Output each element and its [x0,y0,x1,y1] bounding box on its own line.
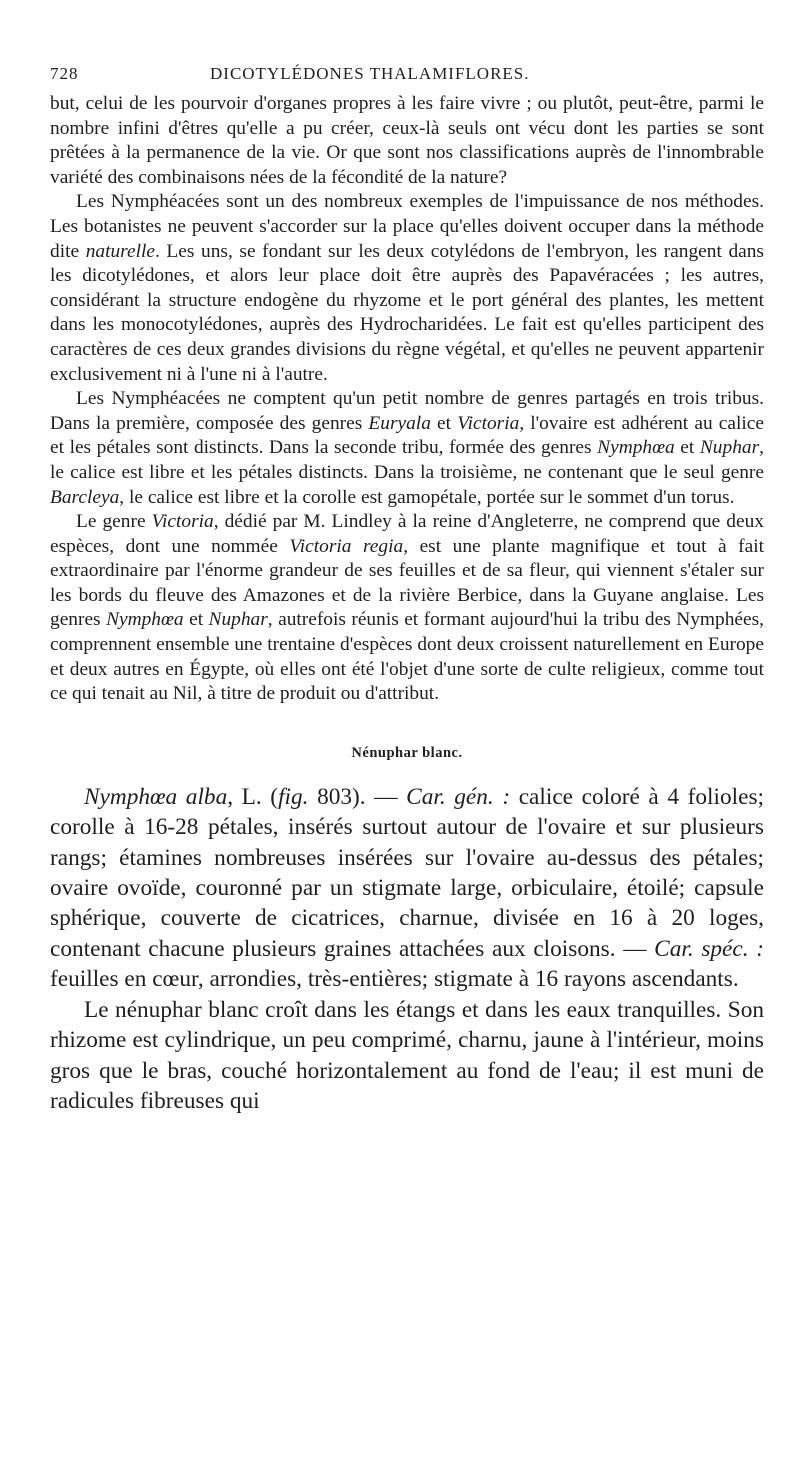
paragraph-nymphaeaceae-methods: Les Nymphéacées sont un des nombreux exemples de l'impuissance de nos méthodes. Les botanistes ne peuvent s'accorder sur la place qu'elles doivent occuper dans la méthode dite naturelle. Les uns, se fondant sur les deux cotylédons de l'embryon, les rangent dans les dicotylédones, et alors leur place doit être auprès des Papavéracées ; les autres, considérant la structure endogène du rhyzome et le port général des plantes, les mettent dans les monocotylédones, auprès des Hydrocharidées. Le fait est qu'elles participent des caractères de ces deux grandes divisions du règne végétal, et qu'elles ne peuvent appartenir exclusivement ni à l'une ni à l'autre. [50,191,764,385]
species-description: Nymphœa alba, L. (fig. 803). — Car. gén. : calice coloré à 4 folioles; corolle à 16-28 pétales, insérés surtout autour de l'ovaire et sur plusieurs rangs; étamines nombreuses insérées sur l'ovaire au-dessus des pétales; ovaire ovoïde, couronné par un stigmate large, orbiculaire, étoilé; capsule sphérique, couverte de cicatrices, charnue, divisée en 16 à 20 loges, contenant chacune plusieurs graines attachées aux cloisons. — Car. spéc. : feuilles en cœur, arrondies, très-entières; stigmate à 16 rayons ascendants. [50,783,764,993]
body-text-large [50,782,764,1116]
paragraph-tribes: Les Nymphéacées ne comptent qu'un petit nombre de genres partagés en trois tribus. Dans la première, composée des genres Euryala et Victoria, l'ovaire est adhérent au calice et les pétales sont distincts. Dans la seconde tribu, formée des genres Nymphœa et Nuphar, le calice est libre et les pétales distincts. Dans la troisième, ne contenant que le seul genre Barcleya, le calice est libre et la corolle est gamopétale, portée sur le sommet d'un torus. [50,388,764,508]
paragraph-victoria: Le genre Victoria, dédié par M. Lindley à la reine d'Angleterre, ne comprend que deux espèces, dont une nommée Victoria regia, est une plante magnifique et tout à fait extraordinaire par l'énorme grandeur de ses feuilles et de sa fleur, qui viennent s'étaler sur les bords du fleuve des Amazones et de la rivière Berbice, dans la Guyane anglaise. Les genres Nymphœa et Nuphar, autrefois réunis et formant aujourd'hui la tribu des Nymphées, comprennent ensemble une trentaine d'espèces dont deux croissent naturellement en Europe et deux autres en Égypte, où elles ont été l'objet d'une sorte de culte religieux, comme tout ce qui tenait au Nil, à titre de produit ou d'attribut. [50,511,764,705]
page-number: 728 [50,64,79,83]
paragraph-intro: but, celui de les pourvoir d'organes propres à les faire vivre ; ou plutôt, peut-être, parmi le nombre infini d'êtres qu'elle a pu créer, ceux-là seuls ont vécu dont les parties se sont prêtées à la permanence de la vie. Or que sont nos classifications auprès de l'innombrable variété des combinaisons nées de la fécondité de la nature? [50,93,764,188]
running-head: DICOTYLÉDONES THALAMIFLORES. [210,64,530,83]
section-title: Nénuphar blanc. [351,744,463,761]
body-text-small [50,92,764,707]
paragraph-habitat: Le nénuphar blanc croît dans les étangs et dans les eaux tranquilles. Son rhizome est cylindrique, un peu comprimé, charnu, jaune à l'intérieur, moins gros que le bras, couché horizontalement au fond de l'eau; il est muni de radicules fibreuses qui [50,996,764,1114]
page-header [50,58,764,92]
